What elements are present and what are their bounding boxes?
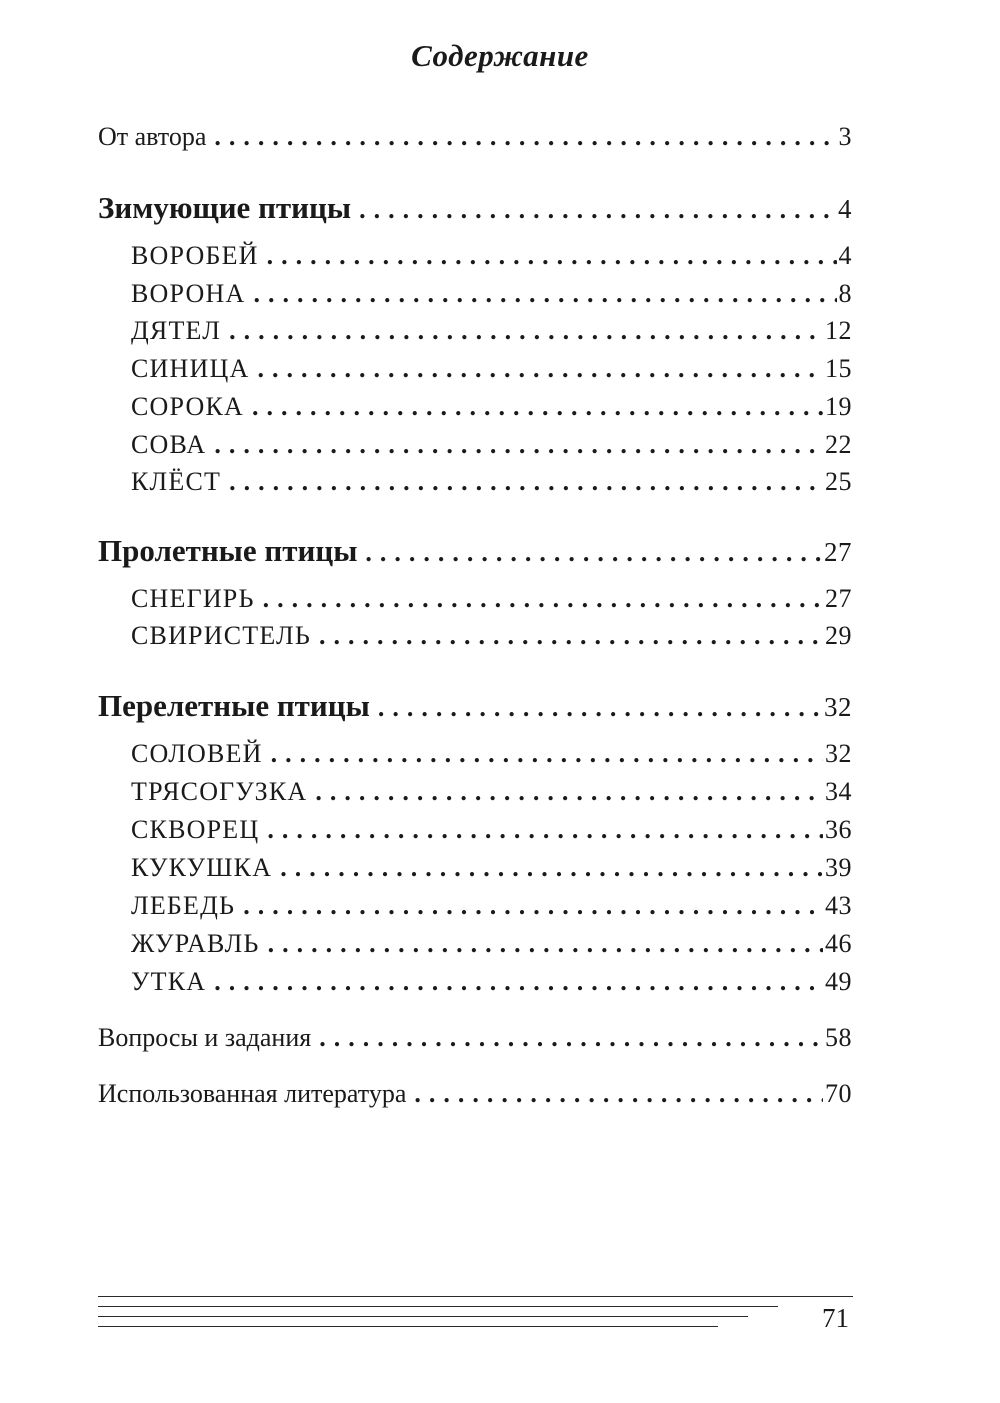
toc-entry-woodpecker[interactable] [131, 316, 852, 346]
toc-entry-bullfinch[interactable] [131, 584, 852, 614]
dot-leader [260, 929, 823, 959]
toc-entry-tit[interactable] [131, 354, 852, 384]
toc-entry-label: КУКУШКА [131, 853, 273, 882]
toc-entry-cuckoo[interactable] [131, 853, 852, 883]
footer-rule [98, 1296, 853, 1297]
toc-entry-label: УТКА [131, 967, 207, 996]
toc-entry-page: 32 [825, 739, 852, 768]
toc-entry-page: 3 [838, 122, 852, 151]
dot-leader [311, 1023, 823, 1053]
dot-leader [272, 853, 823, 883]
toc-section-label: Пролетные птицы [98, 533, 358, 568]
toc-entry-page: 25 [825, 467, 852, 496]
toc-entry-page: 4 [838, 194, 852, 224]
toc-entry-wagtail[interactable] [131, 777, 852, 807]
toc-entry-page: 39 [825, 853, 852, 882]
dot-leader [235, 891, 823, 921]
toc-entry-magpie[interactable] [131, 392, 852, 422]
toc-entry-page: 36 [825, 815, 852, 844]
toc-entry-page: 15 [825, 354, 852, 383]
toc-entry-label: Использованная литература [98, 1079, 407, 1108]
toc-entry-page: 27 [825, 584, 852, 613]
toc-entry-page: 19 [825, 392, 852, 421]
toc-entry-label: ЛЕБЕДЬ [131, 891, 236, 920]
toc-entry-page: 34 [825, 777, 852, 806]
toc-entry-label: Вопросы и задания [98, 1023, 312, 1052]
toc-entry-crane[interactable] [131, 929, 852, 959]
toc-entry-swan[interactable] [131, 891, 852, 921]
toc-entry-page: 29 [825, 621, 852, 650]
toc-entry-page: 49 [825, 967, 852, 996]
toc-entry-label: СВИРИСТЕЛЬ [131, 621, 312, 650]
dot-leader [221, 316, 823, 346]
toc-entry-nightingale[interactable] [131, 739, 852, 769]
dot-leader [370, 693, 822, 723]
toc-entry-page: 12 [825, 316, 852, 345]
toc-entry-label: СОВА [131, 430, 207, 459]
dot-leader [351, 195, 836, 225]
toc-entry-questions[interactable] [98, 1023, 852, 1053]
toc-entry-page: 22 [825, 430, 852, 459]
toc-entry-waxwing[interactable] [131, 621, 852, 651]
dot-leader [357, 538, 822, 568]
toc-entry-label: КЛЁСТ [131, 467, 222, 496]
toc-entry-label: СОРОКА [131, 392, 244, 421]
dot-leader [245, 279, 836, 309]
toc-entry-page: 8 [838, 279, 852, 308]
dot-leader [311, 621, 823, 651]
toc-entry-duck[interactable] [131, 967, 852, 997]
toc-entry-label: ЖУРАВЛЬ [131, 929, 260, 958]
toc-entry-sparrow[interactable] [131, 241, 852, 271]
toc-entry-page: 58 [825, 1023, 852, 1052]
toc-entry-page: 27 [824, 537, 852, 567]
toc-entry-page: 32 [824, 692, 852, 722]
toc-entry-owl[interactable] [131, 430, 852, 460]
toc-section-wintering-birds[interactable] [98, 190, 852, 226]
toc-entry-label: СКВОРЕЦ [131, 815, 260, 844]
page-title: Содержание [411, 38, 589, 73]
toc-entry-label: ТРЯСОГУЗКА [131, 777, 308, 806]
dot-leader [249, 354, 823, 384]
toc-entry-page: 46 [825, 929, 852, 958]
toc-section-label: Зимующие птицы [98, 190, 352, 225]
toc-entry-page: 70 [825, 1079, 852, 1108]
toc-entry-crossbill[interactable] [131, 467, 852, 497]
page-number: 71 [822, 1303, 849, 1333]
footer-rule [98, 1326, 718, 1327]
dot-leader [263, 739, 823, 769]
toc-entry-page: 4 [838, 241, 852, 270]
dot-leader [406, 1079, 823, 1109]
dot-leader [307, 777, 823, 807]
footer-rule [98, 1316, 748, 1317]
dot-leader [206, 430, 823, 460]
toc-entry-label: СОЛОВЕЙ [131, 739, 263, 768]
dot-leader [221, 467, 823, 497]
dot-leader [206, 122, 836, 152]
footer-rule [98, 1306, 778, 1307]
toc-section-migratory-birds[interactable] [98, 688, 852, 724]
toc-entry-page: 43 [825, 891, 852, 920]
dot-leader [206, 967, 823, 997]
toc-entry-crow[interactable] [131, 279, 852, 309]
toc-entry-label: ВОРОНА [131, 279, 246, 308]
dot-leader [259, 815, 823, 845]
toc-section-passage-birds[interactable] [98, 533, 852, 569]
dot-leader [259, 241, 837, 271]
toc-entry-label: От автора [98, 122, 207, 151]
dot-leader [255, 584, 823, 614]
toc-entry-label: ДЯТЕЛ [131, 316, 222, 345]
toc-entry-literature[interactable] [98, 1079, 852, 1109]
toc-entry-label: СНЕГИРЬ [131, 584, 255, 613]
dot-leader [244, 392, 823, 422]
toc-section-label: Перелетные птицы [98, 688, 370, 723]
toc-entry-from-author[interactable] [98, 122, 852, 152]
toc-entry-label: СИНИЦА [131, 354, 250, 383]
toc-entry-label: ВОРОБЕЙ [131, 241, 259, 270]
toc-entry-starling[interactable] [131, 815, 852, 845]
